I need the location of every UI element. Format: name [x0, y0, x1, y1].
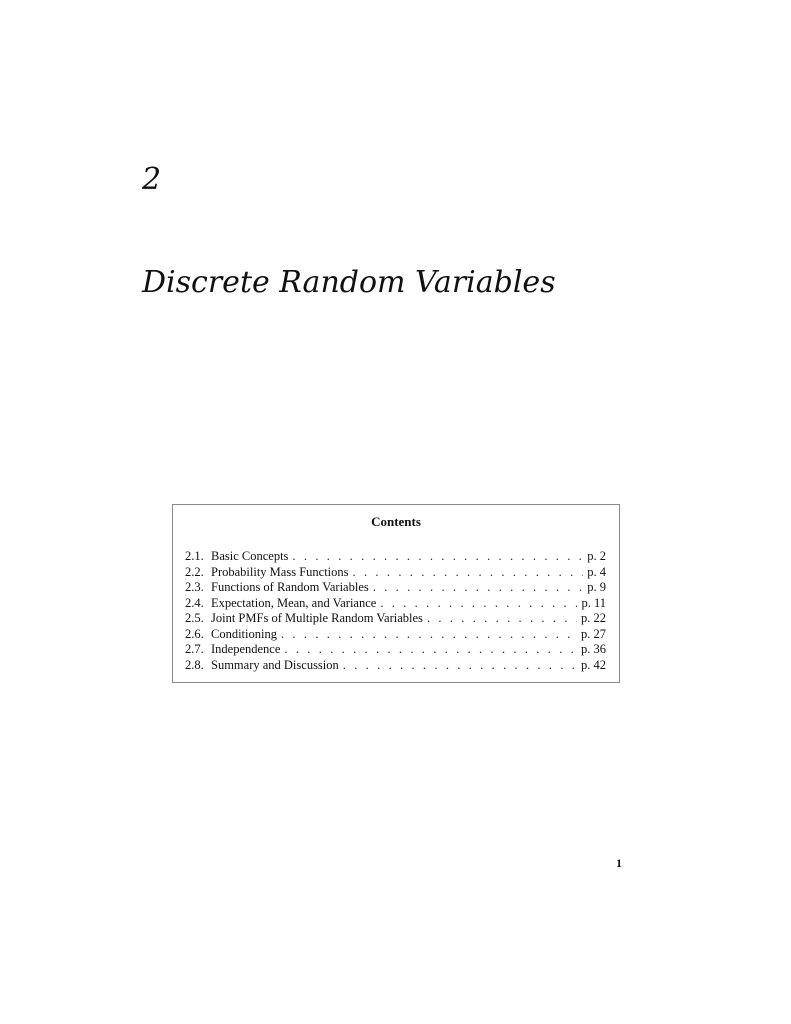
toc-entry-page: p. 22: [581, 611, 606, 625]
toc-entry[interactable]: [185, 580, 606, 596]
toc-entry-page: p. 9: [587, 580, 606, 594]
toc-entry-title: Conditioning: [211, 626, 277, 641]
toc-entry[interactable]: [185, 549, 606, 565]
toc-entry-number: 2.6.: [185, 626, 204, 641]
toc-entry[interactable]: [185, 565, 606, 581]
toc-leader-dots: [284, 642, 577, 658]
toc-entry-title: Functions of Random Variables: [211, 580, 369, 594]
toc-leader-dots: [353, 565, 584, 581]
toc-entry-page: p. 2: [587, 549, 606, 563]
toc-entry-number: 2.8.: [185, 657, 204, 672]
toc-leader-dots: [292, 549, 583, 565]
toc-entry-title: Basic Concepts: [211, 549, 289, 563]
chapter-title: Discrete Random Variables: [142, 265, 556, 300]
toc-entry-number: 2.3.: [185, 580, 204, 594]
toc-leader-dots: [427, 611, 577, 627]
toc-leader-dots: [373, 580, 584, 596]
toc-entry-page: p. 4: [587, 564, 606, 579]
toc-entry-number: 2.2.: [185, 564, 204, 579]
toc-entry-number: 2.5.: [185, 611, 204, 625]
toc-entry-title: Independence: [211, 642, 281, 656]
toc-entry-page: p. 42: [581, 657, 606, 672]
toc-entry-title: Summary and Discussion: [211, 657, 339, 672]
toc-entry[interactable]: [185, 611, 606, 627]
toc-entry-number: 2.7.: [185, 642, 204, 656]
toc-entry[interactable]: [185, 596, 606, 612]
toc-leader-dots: [343, 658, 577, 674]
toc-entry[interactable]: [185, 627, 606, 643]
toc-entry-page: p. 27: [581, 626, 606, 641]
toc-entry[interactable]: [185, 658, 606, 674]
toc-entry-page: p. 11: [581, 595, 606, 610]
toc-entry[interactable]: [185, 642, 606, 658]
contents-heading: Contents: [371, 514, 421, 529]
toc-entry-number: 2.4.: [185, 595, 204, 610]
toc-entry-title: Expectation, Mean, and Variance: [211, 595, 377, 610]
contents-box: [172, 504, 620, 683]
chapter-number: 2: [142, 162, 162, 197]
toc-entry-title: Joint PMFs of Multiple Random Variables: [211, 611, 423, 625]
toc-entry-title: Probability Mass Functions: [211, 564, 349, 579]
toc-entry-number: 2.1.: [185, 549, 204, 563]
toc-leader-dots: [281, 627, 577, 643]
toc-list: [185, 549, 606, 673]
toc-entry-page: p. 36: [581, 642, 606, 656]
toc-leader-dots: [380, 596, 577, 612]
page-number: 1: [616, 856, 622, 870]
